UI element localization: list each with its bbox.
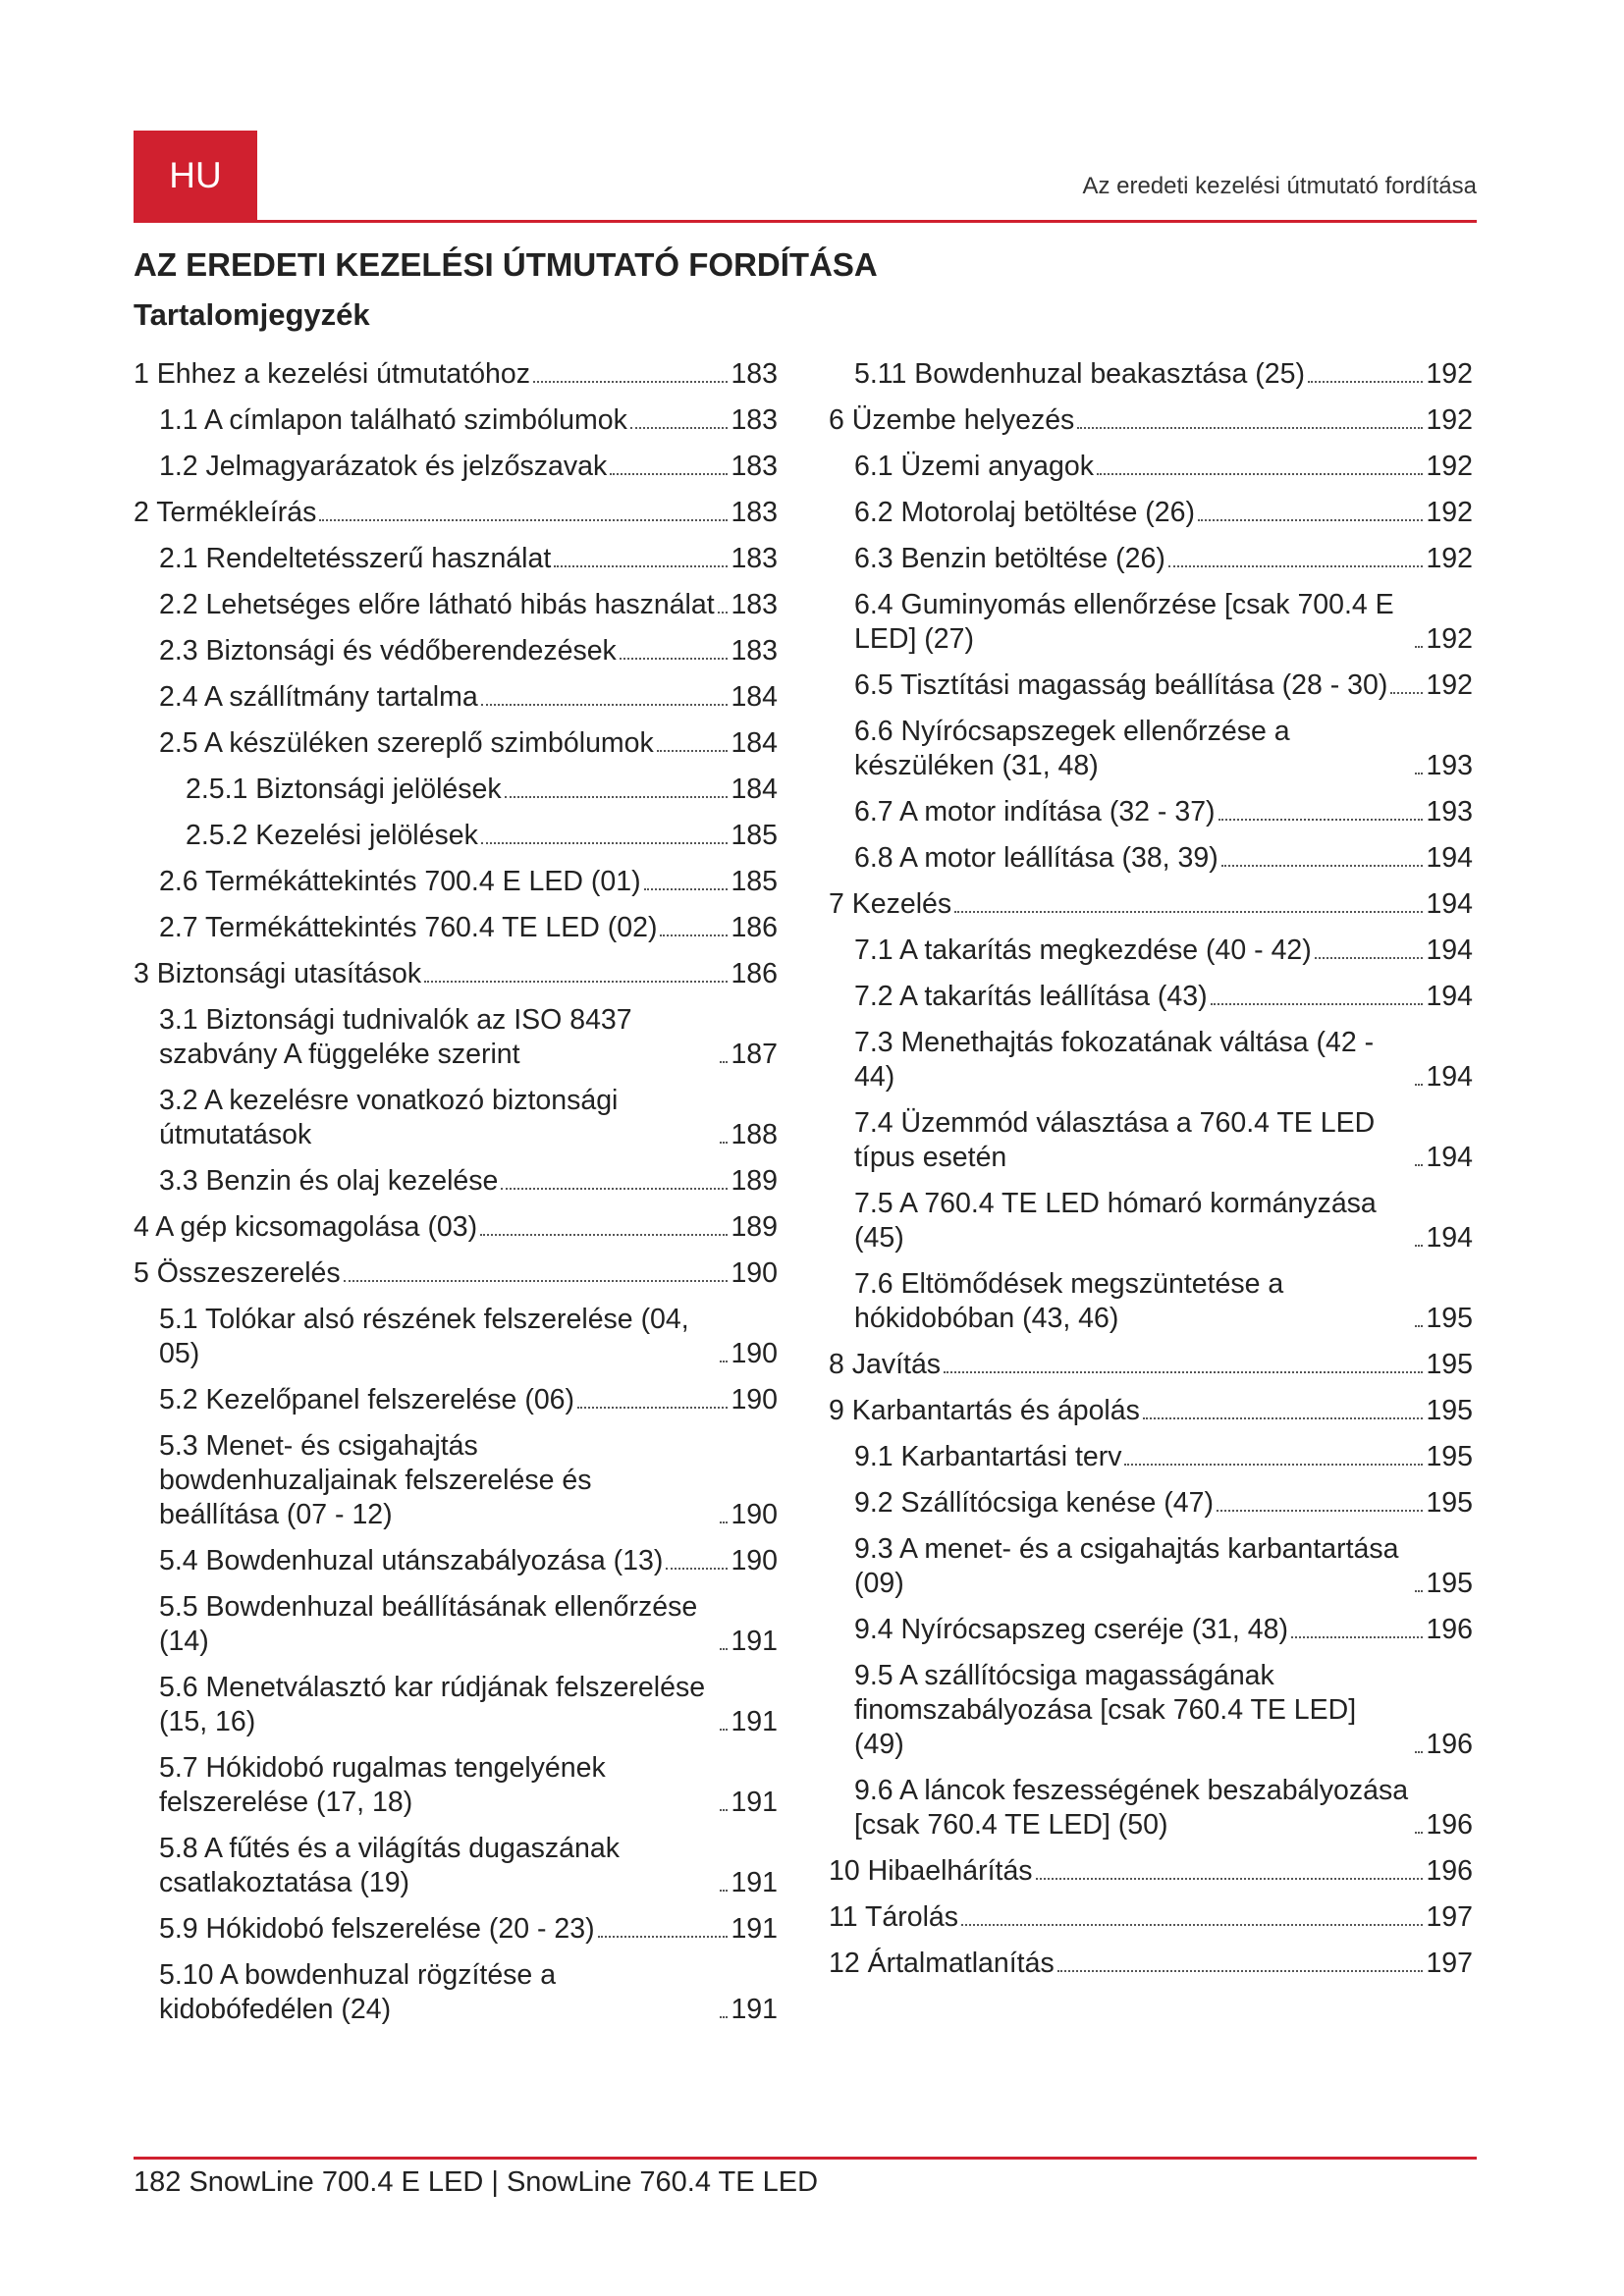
toc-entry[interactable]: [134, 357, 778, 392]
toc-entry-title: 3 Biztonsági utasítások: [134, 958, 422, 989]
toc-entry[interactable]: [829, 1106, 1473, 1175]
toc-dot-leader: [720, 1061, 728, 1063]
toc-entry[interactable]: [134, 1590, 778, 1659]
toc-entry-title: 2.2 Lehetséges előre látható hibás használat: [159, 589, 715, 620]
toc-page-number: 192: [1426, 669, 1473, 701]
toc-page-number: 192: [1426, 451, 1473, 482]
toc-dot-leader: [505, 796, 729, 798]
toc-page-number: 194: [1426, 842, 1473, 874]
toc-page-number: 186: [731, 912, 778, 943]
toc-page-number: 191: [731, 1787, 778, 1818]
toc-entry-title: 9 Karbantartás és ápolás: [829, 1395, 1140, 1426]
toc-entry-title: 5.9 Hókidobó felszerelése (20 - 23): [159, 1913, 595, 1945]
toc-page-number: 195: [1426, 1349, 1473, 1380]
toc-entry[interactable]: [134, 773, 778, 807]
toc-entry-title: 3.3 Benzin és olaj kezelése: [159, 1165, 499, 1197]
toc-entry[interactable]: [134, 403, 778, 438]
toc-dot-leader: [1036, 1878, 1424, 1880]
toc-entry[interactable]: [134, 496, 778, 530]
toc-entry[interactable]: [134, 588, 778, 622]
toc-page-number: 195: [1426, 1395, 1473, 1426]
toc-entry[interactable]: [829, 1440, 1473, 1474]
toc-entry[interactable]: [134, 542, 778, 576]
toc-entry[interactable]: [829, 887, 1473, 922]
toc-entry-title: 9.4 Nyírócsapszeg cseréje (31, 48): [854, 1614, 1288, 1645]
toc-dot-leader: [620, 658, 729, 660]
toc-entry[interactable]: [134, 1832, 778, 1900]
toc-entry[interactable]: [829, 1532, 1473, 1601]
toc-page-number: 191: [731, 1626, 778, 1657]
toc-entry[interactable]: [134, 1003, 778, 1072]
toc-entry[interactable]: [829, 980, 1473, 1014]
toc-entry-title: 2.5.1 Biztonsági jelölések: [186, 774, 502, 805]
toc-entry-title: 5.7 Hókidobó rugalmas tengelyének felszerelése (17, 18): [159, 1752, 606, 1818]
toc-dot-leader: [1390, 692, 1423, 694]
toc-entry-title: 2.4 A szállítmány tartalma: [159, 681, 478, 713]
toc-dot-leader: [1057, 1970, 1424, 1972]
toc-page-number: 190: [731, 1338, 778, 1369]
toc-page-number: 195: [1426, 1487, 1473, 1519]
toc-entry-title: 5.2 Kezelőpanel felszerelése (06): [159, 1384, 575, 1415]
toc-page-number: 193: [1426, 796, 1473, 828]
toc-page-number: 195: [1426, 1441, 1473, 1472]
toc-page-number: 188: [731, 1119, 778, 1150]
toc-dot-leader: [1124, 1464, 1423, 1466]
toc-page-number: 197: [1426, 1901, 1473, 1933]
toc-dot-leader: [718, 612, 729, 614]
toc-dot-leader: [1415, 1751, 1423, 1753]
toc-entry[interactable]: [134, 1164, 778, 1199]
toc-page-number: 194: [1426, 888, 1473, 920]
toc-entry[interactable]: [134, 911, 778, 945]
toc-entry[interactable]: [829, 1026, 1473, 1095]
toc-page-number: 194: [1426, 1061, 1473, 1093]
toc-entry-title: 11 Tárolás: [829, 1901, 959, 1933]
toc-entry[interactable]: [134, 726, 778, 761]
toc-page-number: 190: [731, 1384, 778, 1415]
toc-entry[interactable]: [829, 542, 1473, 576]
toc-entry[interactable]: [134, 450, 778, 484]
toc-dot-leader: [1415, 1832, 1423, 1834]
toc-dot-leader: [424, 981, 728, 983]
toc-dot-leader: [1415, 773, 1423, 774]
toc-dot-leader: [533, 381, 728, 383]
toc-page-number: 192: [1426, 497, 1473, 528]
toc-page-number: 183: [731, 497, 778, 528]
toc-dot-leader: [1097, 473, 1423, 475]
language-badge: HU: [134, 131, 257, 221]
toc-dot-leader: [344, 1280, 729, 1282]
toc-dot-leader: [720, 1648, 728, 1650]
toc-entry[interactable]: [134, 819, 778, 853]
toc-dot-leader: [720, 1809, 728, 1811]
toc-entry-title: 5.10 A bowdenhuzal rögzítése a kidobófedélen (24): [159, 1959, 557, 2025]
toc-dot-leader: [480, 1234, 728, 1236]
toc-entry-title: 5.8 A fűtés és a világítás dugaszának csatlakoztatása (19): [159, 1833, 620, 1898]
toc-entry[interactable]: [134, 1303, 778, 1371]
toc-entry-title: 6.1 Üzemi anyagok: [854, 451, 1094, 482]
toc-page-number: 192: [1426, 358, 1473, 390]
toc-entry-title: 9.2 Szállítócsiga kenése (47): [854, 1487, 1214, 1519]
toc-page-number: 193: [1426, 750, 1473, 781]
toc-entry[interactable]: [134, 1671, 778, 1739]
toc-entry-title: 1.1 A címlapon található szimbólumok: [159, 404, 627, 436]
toc-entry-title: 7.3 Menethajtás fokozatának váltása (42 - 44): [854, 1027, 1375, 1093]
toc-entry-title: 1.2 Jelmagyarázatok és jelzőszavak: [159, 451, 608, 482]
toc-dot-leader: [610, 473, 728, 475]
toc-page-number: 185: [731, 820, 778, 851]
toc-entry[interactable]: [829, 795, 1473, 829]
toc-entry[interactable]: [829, 1348, 1473, 1382]
toc-page-number: 191: [731, 1913, 778, 1945]
toc-dot-leader: [1415, 1164, 1423, 1166]
toc-dot-leader: [1415, 1084, 1423, 1086]
toc-entry[interactable]: [829, 588, 1473, 657]
toc-entry-title: 6.7 A motor indítása (32 - 37): [854, 796, 1216, 828]
toc-dot-leader: [720, 1890, 728, 1892]
toc-page-number: 192: [1426, 404, 1473, 436]
toc-entry-title: 6.2 Motorolaj betöltése (26): [854, 497, 1195, 528]
toc-page-number: 183: [731, 635, 778, 667]
toc-dot-leader: [1291, 1636, 1423, 1638]
toc-entry[interactable]: [134, 1084, 778, 1152]
toc-entry[interactable]: [829, 841, 1473, 876]
toc-entry-title: 5.1 Tolókar alsó részének felszerelése (04, 05): [159, 1304, 689, 1369]
toc-entry-title: 6.8 A motor leállítása (38, 39): [854, 842, 1218, 874]
toc-right-column: [829, 357, 1473, 1981]
document-title: AZ EREDETI KEZELÉSI ÚTMUTATÓ FORDÍTÁSA: [134, 246, 878, 283]
toc-dot-leader: [720, 2016, 728, 2018]
toc-entry[interactable]: [829, 1267, 1473, 1336]
toc-entry-title: 2.3 Biztonsági és védőberendezések: [159, 635, 617, 667]
toc-entry-title: 5 Összeszerelés: [134, 1257, 341, 1289]
toc-page-number: 190: [731, 1499, 778, 1530]
toc-page-number: 183: [731, 404, 778, 436]
toc-page-number: 196: [1426, 1729, 1473, 1760]
toc-dot-leader: [954, 911, 1423, 913]
toc-entry[interactable]: [134, 957, 778, 991]
toc-entry[interactable]: [829, 1394, 1473, 1428]
toc-dot-leader: [1077, 427, 1423, 429]
toc-dot-leader: [1308, 381, 1424, 383]
toc-dot-leader: [666, 1568, 728, 1570]
toc-entry[interactable]: [134, 1958, 778, 2027]
toc-dot-leader: [577, 1407, 728, 1409]
toc-dot-leader: [481, 842, 729, 844]
toc-dot-leader: [1168, 565, 1424, 567]
toc-page-number: 196: [1426, 1614, 1473, 1645]
toc-dot-leader: [657, 750, 729, 752]
toc-entry-title: 6.3 Benzin betöltése (26): [854, 543, 1165, 574]
toc-entry[interactable]: [134, 634, 778, 668]
toc-page-number: 194: [1426, 934, 1473, 966]
toc-dot-leader: [961, 1924, 1423, 1926]
toc-entry[interactable]: [829, 1774, 1473, 1842]
toc-entry-title: 3.1 Biztonsági tudnivalók az ISO 8437 szabvány A függeléke szerint: [159, 1004, 632, 1070]
toc-entry-title: 7.6 Eltömődések megszüntetése a hókidobóban (43, 46): [854, 1268, 1284, 1334]
toc-page-number: 192: [1426, 623, 1473, 655]
toc-dot-leader: [720, 1142, 728, 1144]
toc-page-number: 184: [731, 774, 778, 805]
toc-page-number: 190: [731, 1257, 778, 1289]
toc-page-number: 196: [1426, 1855, 1473, 1887]
footer-text: 182 SnowLine 700.4 E LED | SnowLine 760.4 TE LED: [134, 2166, 819, 2198]
toc-dot-leader: [554, 565, 728, 567]
toc-entry-title: 7 Kezelés: [829, 888, 952, 920]
toc-entry-title: 6.4 Guminyomás ellenőrzése [csak 700.4 E LED] (27): [854, 589, 1394, 655]
toc-entry[interactable]: [134, 680, 778, 715]
toc-entry-title: 2.6 Termékáttekintés 700.4 E LED (01): [159, 866, 641, 897]
toc-entry[interactable]: [829, 1900, 1473, 1935]
toc-entry-title: 6 Üzembe helyezés: [829, 404, 1075, 436]
toc-dot-leader: [1415, 1325, 1423, 1327]
toc-entry[interactable]: [829, 934, 1473, 968]
toc-page-number: 191: [731, 1994, 778, 2025]
toc-left-column: [134, 357, 778, 2027]
toc-page-number: 194: [1426, 981, 1473, 1012]
toc-entry-title: 7.4 Üzemmód választása a 760.4 TE LED típus esetén: [854, 1107, 1376, 1173]
toc-entry-title: 2.5.2 Kezelési jelölések: [186, 820, 478, 851]
toc-dot-leader: [720, 1729, 728, 1731]
header-note: Az eredeti kezelési útmutató fordítása: [1082, 173, 1477, 199]
toc-page-number: 183: [731, 589, 778, 620]
toc-dot-leader: [944, 1371, 1423, 1373]
toc-entry-title: 9.6 A láncok feszességének beszabályozása [csak 760.4 TE LED] (50): [854, 1775, 1409, 1841]
toc-entry-title: 2 Termékleírás: [134, 497, 317, 528]
toc-dot-leader: [720, 1361, 728, 1362]
toc-entry[interactable]: [829, 1659, 1473, 1762]
toc-page-number: 185: [731, 866, 778, 897]
toc-dot-leader: [630, 427, 729, 429]
toc-entry[interactable]: [829, 1187, 1473, 1255]
toc-page-number: 194: [1426, 1142, 1473, 1173]
toc-entry[interactable]: [829, 1947, 1473, 1981]
toc-dot-leader: [644, 888, 729, 890]
toc-entry-title: 9.5 A szállítócsiga magasságának finomszabályozása [csak 760.4 TE LED] (49): [854, 1660, 1357, 1760]
toc-entry-title: 5.11 Bowdenhuzal beakasztása (25): [854, 358, 1305, 390]
toc-page-number: 195: [1426, 1568, 1473, 1599]
toc-page-number: 183: [731, 358, 778, 390]
toc-entry-title: 6.5 Tisztítási magasság beállítása (28 - 30): [854, 669, 1388, 701]
toc-entry[interactable]: [829, 450, 1473, 484]
toc-entry-title: 5.4 Bowdenhuzal utánszabályozása (13): [159, 1545, 664, 1576]
toc-page-number: 192: [1426, 543, 1473, 574]
toc-page-number: 187: [731, 1039, 778, 1070]
toc-entry-title: 5.3 Menet- és csigahajtás bowdenhuzaljainak felszerelése és beállítása (07 - 12): [159, 1430, 592, 1530]
toc-page-number: 196: [1426, 1809, 1473, 1841]
toc-entry-title: 5.6 Menetválasztó kar rúdjának felszerelése (15, 16): [159, 1672, 706, 1737]
footer-divider: [134, 2157, 1477, 2160]
toc-dot-leader: [1415, 1590, 1423, 1592]
toc-entry-title: 1 Ehhez a kezelési útmutatóhoz: [134, 358, 530, 390]
header-divider: [134, 220, 1477, 223]
toc-entry[interactable]: [134, 1210, 778, 1245]
toc-dot-leader: [1315, 957, 1424, 959]
toc-heading: Tartalomjegyzék: [134, 297, 370, 332]
toc-entry-title: 12 Ártalmatlanítás: [829, 1948, 1055, 1979]
toc-entry-title: 5.5 Bowdenhuzal beállításának ellenőrzése (14): [159, 1591, 698, 1657]
toc-dot-leader: [660, 934, 728, 936]
toc-dot-leader: [319, 519, 728, 521]
toc-dot-leader: [1211, 1003, 1424, 1005]
toc-entry-title: 7.1 A takarítás megkezdése (40 - 42): [854, 934, 1312, 966]
toc-entry[interactable]: [134, 1544, 778, 1578]
toc-entry-title: 6.6 Nyírócsapszegek ellenőrzése a készüléken (31, 48): [854, 716, 1290, 781]
toc-page-number: 183: [731, 451, 778, 482]
toc-entry-title: 4 A gép kicsomagolása (03): [134, 1211, 478, 1243]
toc-page-number: 190: [731, 1545, 778, 1576]
toc-dot-leader: [1217, 1510, 1423, 1512]
toc-entry-title: 2.1 Rendeltetésszerű használat: [159, 543, 552, 574]
toc-entry-title: 8 Javítás: [829, 1349, 942, 1380]
toc-page-number: 189: [731, 1211, 778, 1243]
toc-entry[interactable]: [829, 357, 1473, 392]
toc-entry[interactable]: [829, 715, 1473, 783]
toc-dot-leader: [481, 704, 729, 706]
toc-entry-title: 3.2 A kezelésre vonatkozó biztonsági útmutatások: [159, 1085, 619, 1150]
toc-entry-title: 9.3 A menet- és a csigahajtás karbantartása (09): [854, 1533, 1399, 1599]
toc-dot-leader: [1143, 1417, 1424, 1419]
toc-entry[interactable]: [829, 496, 1473, 530]
toc-entry-title: 7.5 A 760.4 TE LED hómaró kormányzása (45): [854, 1188, 1377, 1254]
toc-page-number: 184: [731, 681, 778, 713]
toc-entry-title: 10 Hibaelhárítás: [829, 1855, 1033, 1887]
toc-entry[interactable]: [829, 1486, 1473, 1521]
toc-page-number: 184: [731, 727, 778, 759]
toc-entry-title: 9.1 Karbantartási terv: [854, 1441, 1122, 1472]
toc-dot-leader: [720, 1522, 728, 1523]
toc-page-number: 183: [731, 543, 778, 574]
toc-page-number: 195: [1426, 1303, 1473, 1334]
toc-entry[interactable]: [134, 1751, 778, 1820]
toc-page-number: 191: [731, 1867, 778, 1898]
toc-dot-leader: [1415, 1245, 1423, 1247]
toc-entry[interactable]: [829, 403, 1473, 438]
toc-entry[interactable]: [829, 668, 1473, 703]
toc-page-number: 189: [731, 1165, 778, 1197]
toc-page-number: 191: [731, 1706, 778, 1737]
toc-entry[interactable]: [134, 1912, 778, 1947]
toc-entry[interactable]: [134, 1429, 778, 1532]
toc-entry[interactable]: [134, 1383, 778, 1417]
toc-dot-leader: [501, 1188, 728, 1190]
toc-entry-title: 2.7 Termékáttekintés 760.4 TE LED (02): [159, 912, 658, 943]
toc-dot-leader: [1218, 819, 1424, 821]
toc-dot-leader: [1198, 519, 1423, 521]
toc-dot-leader: [1415, 646, 1423, 648]
toc-page-number: 194: [1426, 1222, 1473, 1254]
toc-dot-leader: [1221, 865, 1424, 867]
toc-entry[interactable]: [829, 1854, 1473, 1889]
toc-entry[interactable]: [829, 1613, 1473, 1647]
toc-page-number: 186: [731, 958, 778, 989]
toc-entry-title: 2.5 A készüléken szereplő szimbólumok: [159, 727, 654, 759]
toc-entry[interactable]: [134, 865, 778, 899]
toc-page-number: 197: [1426, 1948, 1473, 1979]
toc-entry[interactable]: [134, 1256, 778, 1291]
toc-dot-leader: [598, 1936, 729, 1938]
toc-entry-title: 7.2 A takarítás leállítása (43): [854, 981, 1208, 1012]
